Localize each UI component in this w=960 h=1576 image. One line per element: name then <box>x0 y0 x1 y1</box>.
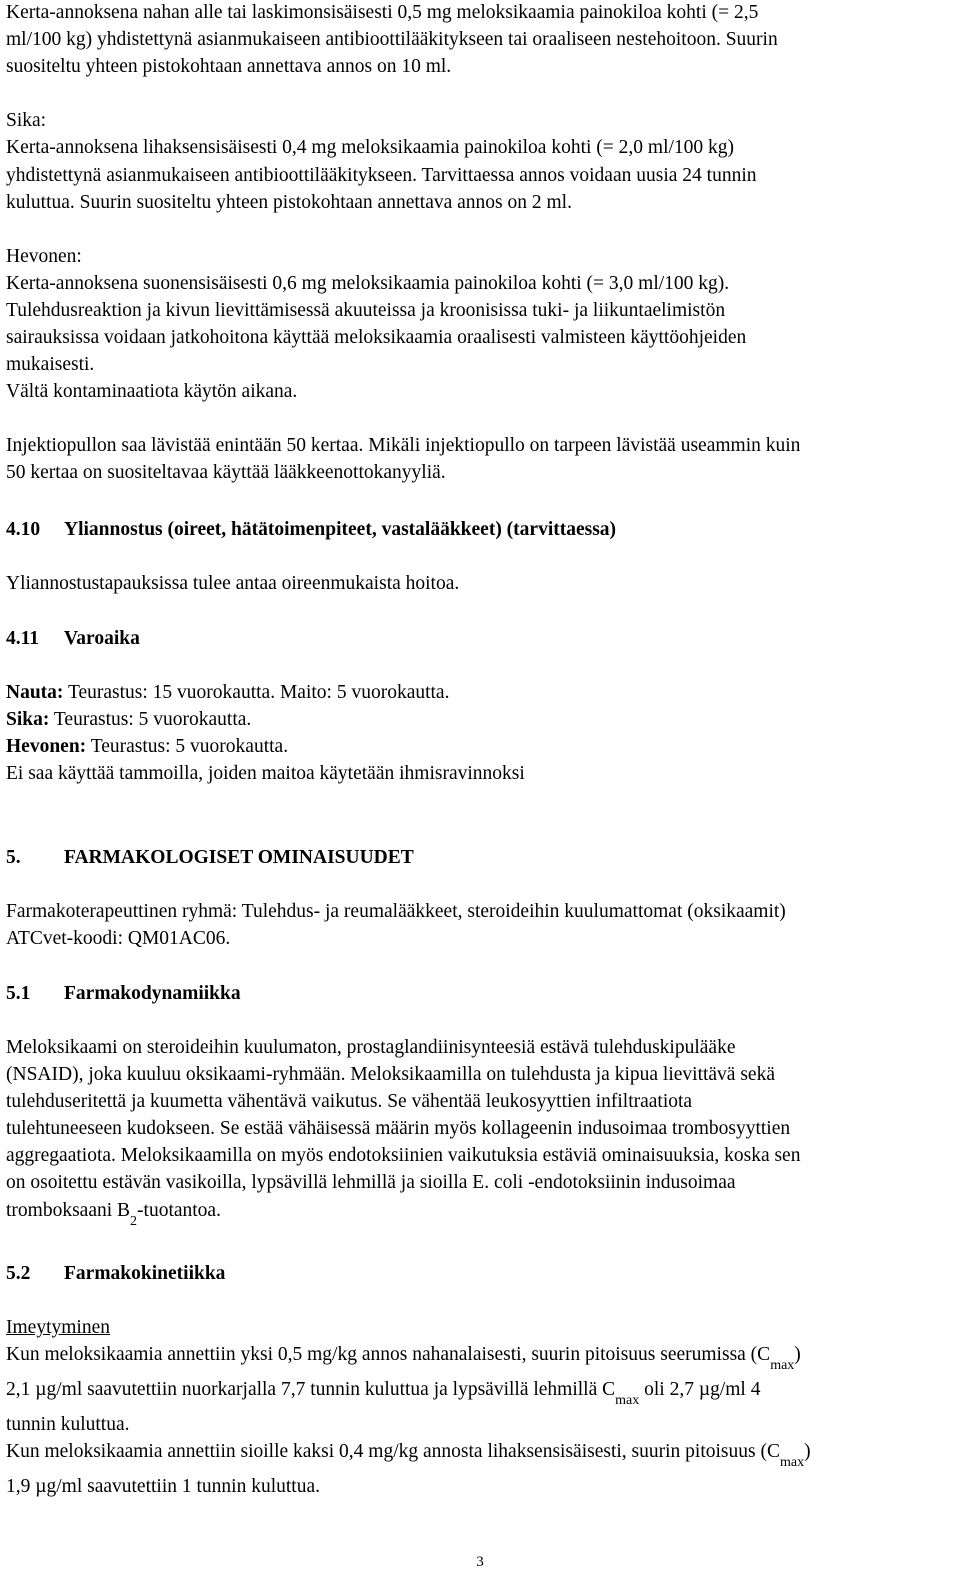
text-line: kuluttua. Suurin suositeltu yhteen pistokohtaan annettava annos on 2 ml. <box>6 192 572 213</box>
text-line: yhdistettynä asianmukaiseen antibioottilääkitykseen. Tarvittaessa annos voidaan uusia 24 tunnin <box>6 165 757 186</box>
section-number: 4.10 <box>6 519 41 540</box>
withdrawal-sika <box>6 707 251 734</box>
text-line: 1,9 µg/ml saavutettiin 1 tunnin kuluttua. <box>6 1476 320 1497</box>
text-line: tulehduseritettä ja kuumetta vähentävä vaikutus. Se vähentää leukosyyttien infiltraatiota <box>6 1091 693 1112</box>
section-title: Varoaika <box>64 628 140 649</box>
text-span: -tuotantoa. <box>137 1200 221 1221</box>
species-heading-hevonen: Hevonen: <box>6 246 82 267</box>
text-line: sairauksissa voidaan jatkohoitona käyttää meloksikaamia oraalisesti valmisteen käyttöohjeiden <box>6 327 747 348</box>
text-span: 2,1 µg/ml saavutettiin nuorkarjalla 7,7 tunnin kuluttua ja lypsävillä lehmillä C <box>6 1379 616 1400</box>
text-line: tunnin kuluttua. <box>6 1414 130 1435</box>
text-line: aggregaatiota. Meloksikaamilla on myös endotoksiinien vaikutuksia estäviä ominaisuuksia, koska sen <box>6 1145 801 1166</box>
text-line: Kerta-annoksena suonensisäisesti 0,6 mg meloksikaamia painokiloa kohti (= 3,0 ml/100 kg). <box>6 273 730 294</box>
section-heading-5 <box>6 845 414 872</box>
withdrawal-text: Teurastus: 5 vuorokautta. <box>86 736 289 757</box>
text-line: mukaisesti. <box>6 354 95 375</box>
section-title: Yliannostus (oireet, hätätoimenpiteet, vastalääkkeet) (tarvittaessa) <box>64 519 617 540</box>
page-number: 3 <box>476 1554 484 1570</box>
text-line <box>6 1439 811 1468</box>
text-line: ml/100 kg) yhdistettynä asianmukaiseen antibioottilääkitykseen tai oraaliseen nestehoitoon. Suurin <box>6 29 778 50</box>
withdrawal-text: Teurastus: 15 vuorokautta. Maito: 5 vuorokautta. <box>63 682 450 703</box>
text-line: Injektiopullon saa lävistää enintään 50 kertaa. Mikäli injektiopullo on tarpeen lävistää useammin kuin <box>6 435 801 456</box>
text-span: ) <box>794 1344 801 1365</box>
subheading-imeytyminen: Imeytyminen <box>6 1317 110 1338</box>
subscript: max <box>770 1358 795 1373</box>
text-line: ATCvet-koodi: QM01AC06. <box>6 928 231 949</box>
text-line: Kerta-annoksena nahan alle tai laskimonsisäisesti 0,5 mg meloksikaamia painokiloa kohti (= 2,5 <box>6 2 759 23</box>
text-span: Kun meloksikaamia annettiin yksi 0,5 mg/kg annos nahanalaisesti, suurin pitoisuus seerumissa (C <box>6 1344 771 1365</box>
section-heading-4-11 <box>6 626 140 653</box>
section-number: 5.2 <box>6 1263 31 1284</box>
text-span: tromboksaani B <box>6 1200 131 1221</box>
text-line: 50 kertaa on suositeltavaa käyttää lääkkeenottokanyyliä. <box>6 462 446 483</box>
subscript: max <box>779 1455 805 1470</box>
text-line: Ei saa käyttää tammoilla, joiden maitoa käytetään ihmisravinnoksi <box>6 763 525 784</box>
section-heading-4-10 <box>6 517 616 544</box>
section-title: FARMAKOLOGISET OMINAISUUDET <box>64 847 414 868</box>
section-number: 5. <box>6 847 21 868</box>
text-line: on osoitettu estävän vasikoilla, lypsävillä lehmillä ja sioilla E. coli -endotoksiinin indusoimaa <box>6 1172 736 1193</box>
text-line <box>6 1377 760 1406</box>
section-heading-5-1 <box>6 981 241 1008</box>
text-line <box>6 1342 801 1371</box>
text-span: oli 2,7 µg/ml 4 <box>639 1379 761 1400</box>
subscript: max <box>615 1393 640 1408</box>
text-span: Kun meloksikaamia annettiin sioille kaksi 0,4 mg/kg annosta lihaksensisäisesti, suurin pitoisuus (C <box>6 1441 780 1462</box>
text-line: Meloksikaami on steroideihin kuulumaton, prostaglandiinisynteesiä estävä tulehduskipulääke <box>6 1037 736 1058</box>
text-line <box>6 1198 221 1227</box>
subscript: 2 <box>130 1214 138 1229</box>
section-heading-5-2 <box>6 1261 225 1288</box>
withdrawal-nauta <box>6 680 449 707</box>
section-title: Farmakokinetiikka <box>64 1263 226 1284</box>
text-line: Farmakoterapeuttinen ryhmä: Tulehdus- ja reumalääkkeet, steroideihin kuulumattomat (oksikaamit) <box>6 901 786 922</box>
section-number: 4.11 <box>6 628 40 649</box>
text-line: (NSAID), joka kuuluu oksikaami-ryhmään. Meloksikaamilla on tulehdusta ja kipua lievittävä sekä <box>6 1064 775 1085</box>
withdrawal-text: Teurastus: 5 vuorokautta. <box>49 709 252 730</box>
species-heading-sika: Sika: <box>6 110 47 131</box>
text-span: ) <box>804 1441 811 1462</box>
label-sika: Sika: <box>6 709 50 730</box>
text-line: tulehtuneeseen kudokseen. Se estää vähäisessä määrin myös kollageenin indusoimaa trombosyyttien <box>6 1118 791 1139</box>
text-line: Yliannostustapauksissa tulee antaa oireenmukaista hoitoa. <box>6 573 460 594</box>
label-hevonen: Hevonen: <box>6 736 87 757</box>
text-line: Vältä kontaminaatiota käytön aikana. <box>6 381 298 402</box>
text-line: Kerta-annoksena lihaksensisäisesti 0,4 mg meloksikaamia painokiloa kohti (= 2,0 ml/100 kg) <box>6 137 735 158</box>
section-number: 5.1 <box>6 983 31 1004</box>
withdrawal-hevonen <box>6 734 288 761</box>
label-nauta: Nauta: <box>6 682 64 703</box>
text-line: suositeltu yhteen pistokohtaan annettava annos on 10 ml. <box>6 56 452 77</box>
section-title: Farmakodynamiikka <box>64 983 241 1004</box>
text-line: Tulehdusreaktion ja kivun lievittämisessä akuuteissa ja kroonisissa tuki- ja liikuntaelimistön <box>6 300 726 321</box>
